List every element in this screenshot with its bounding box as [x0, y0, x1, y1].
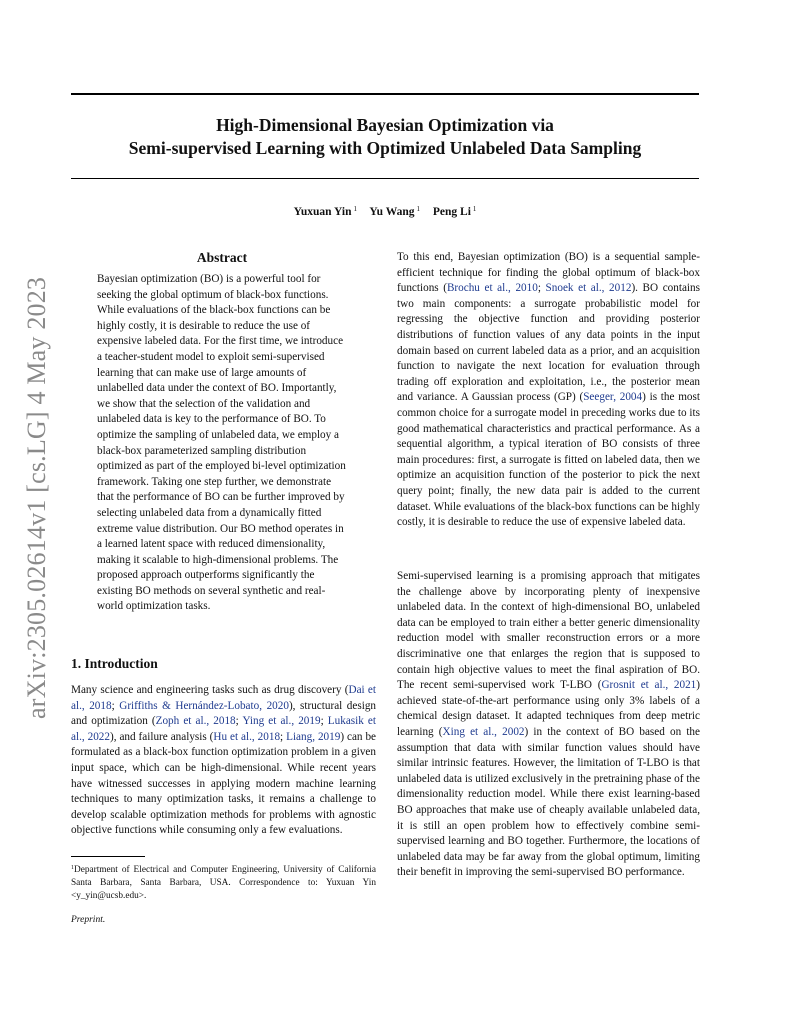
title-bottom-rule [71, 178, 699, 179]
citation-link[interactable]: Snoek et al., 2012 [545, 282, 632, 295]
citation-link[interactable]: Dai et al., 2018 [71, 684, 376, 712]
title-top-rule [71, 93, 699, 95]
citation-link[interactable]: Ying et al., 2019 [242, 715, 321, 728]
title-line-1: High-Dimensional Bayesian Optimization via [216, 115, 554, 135]
author-name: Yu Wang [369, 206, 415, 218]
right-column-paragraph-1 [397, 250, 700, 531]
citation-link[interactable]: Brochu et al., 2010 [446, 282, 538, 295]
paragraph-text: ) achieved state-of-the-art performance using only 3% labels of a chemical design dataset. It adapted techniques from deep metric learning ( [397, 679, 701, 738]
paragraph-text: To this end, Bayesian optimization (BO) is a sequential sample-efficient technique for finding the global optimum of black-box functions ( [397, 251, 700, 295]
footnote-text: Department of Electrical and Computer Engineering, University of California Santa Barbara, Santa Barbara, USA. Correspondence to: Yuxuan Yin <y_yin@ucsb.edu>. [71, 865, 376, 901]
citation-link[interactable]: Liang, 2019 [286, 730, 341, 743]
author-name: Peng Li [432, 206, 471, 218]
paragraph-text: ) is the most common choice for a surrogate model in preceding works due to its good mathematical characteristics and practical performance. As a sequential algorithm, a typical iteration of BO consists of three main procedures: first, a surrogate is fitted on labeled data, then we optimize an acquisition function of the posterior to pick the next query point; finally, the new data pair is added to the current dataset. While evaluations of the black-box functions can be highly costly, it is desirable to reduce the use of expensive labeled data. [397, 391, 700, 529]
citation-link[interactable]: Xing et al., 2002 [442, 725, 525, 738]
introduction-heading: 1. Introduction [71, 656, 158, 671]
arxiv-identifier: arXiv:2305.02614v1 [cs.LG] 4 May 2023 [22, 276, 51, 719]
paragraph-text: ; [235, 715, 243, 728]
paragraph-text: ) can be formulated as a black-box function optimization problem in a given input space, which can be high-dimensional. While recent years have witnessed successes in applying modern machine learning techniques to many optimization tasks, it remains a challenge to develop scalable optimization methods for problems with agnostic objective functions while consuming only a few evaluations. [71, 730, 377, 837]
title-line-2: Semi-supervised Learning with Optimized Unlabeled Data Sampling [128, 138, 642, 158]
footnote-mark: 1 [71, 865, 74, 871]
paragraph-text: Many science and engineering tasks such as drug discovery ( [71, 684, 349, 696]
citation-link[interactable]: Seeger, 2004 [583, 391, 643, 404]
arxiv-sidebar [22, 269, 52, 719]
footnote-rule [71, 856, 145, 857]
author-affiliation: 1 [472, 205, 477, 213]
paragraph-text: ; [537, 282, 546, 295]
paragraph-text: ), and failure analysis ( [110, 730, 214, 743]
citation-link[interactable]: Lukasik et al., 2022 [71, 715, 377, 743]
paragraph-text: ) in the context of BO based on the assumption that data with similar function values should have similar intrinsic features. However, the limitation of T-LBO is that unlabeled data is utilized exclusively in the pretraining phase of the dimensionality reduction model. While there exist learning-based BO approaches that make use of cheaply available unlabeled data, it is still an open problem how to effectively combine semi-supervised learning and BO together. Furthermore, the locations of unlabeled data may be far away from the global optimum, limiting their benefit in improving the semi-supervised BO performance. [397, 725, 700, 879]
citation-link[interactable]: Zoph et al., 2018 [155, 715, 236, 728]
paper-title [71, 114, 699, 160]
paragraph-text: ), structural design and optimization ( [71, 699, 377, 728]
paragraph-text: ; [111, 699, 120, 712]
paragraph-text: ; [280, 730, 287, 743]
citation-link[interactable]: Griffiths & Hernández-Lobato, 2020 [119, 699, 289, 712]
author-affiliation: 1 [416, 205, 420, 213]
author-affiliation: 1 [353, 205, 357, 213]
citation-link[interactable]: Hu et al., 2018 [213, 730, 281, 743]
paragraph-text: ). BO contains two main components: a surrogate probabilistic model for regressing the objective function and providing posterior distributions of function values of any data points in the input domain based on current labeled data as a prior, and an acquisition function to navigate the next location for evaluation through trading off exploration and exploitation, i.e., the posterior mean and variance. A Gaussian process (GP) ( [397, 282, 700, 404]
citation-link[interactable]: Grosnit et al., 2021 [601, 679, 697, 692]
affiliation-footnote [71, 862, 376, 903]
abstract-text: Bayesian optimization (BO) is a powerful tool for seeking the global optimum of black-box functions. While evaluations of the black-box functions can be highly costly, it is desirable to reduce the use of expensive labeled data. For the first time, we introduce a teacher-student model to exploit semi-supervised learning that can make use of large amounts of unlabelled data under the context of BO. Importantly, we show that the selection of the validation and unlabeled data is key to the performance of BO. To optimize the sampling of unlabeled data, we employ a black-box parameterized sampling distribution optimized as part of the employed bi-level optimization framework. Taking one step further, we demonstrate that the performance of BO can be further improved by selecting unlabeled data from a dynamically fitted extreme value distribution. Our BO method operates in a learned latent space with reduced dimensionality, making it scalable to high-dimensional problems. The proposed approach outperforms significantly the existing BO methods on several synthetic and real-world optimization tasks. [97, 273, 346, 613]
author-list [71, 205, 699, 218]
abstract-heading: Abstract [196, 250, 248, 265]
author-name: Yuxuan Yin [293, 206, 352, 218]
preprint-label: Preprint. [71, 915, 106, 925]
paragraph-text: ; [320, 715, 328, 728]
introduction-paragraph [71, 683, 376, 839]
paragraph-text: Semi-supervised learning is a promising approach that mitigates the challenge above by incorporating plenty of inexpensive unlabeled data. In the context of high-dimensional BO, unlabeled data can be employed to train either a better generic dimensionality reduction model with smaller reconstruction errors or a more discriminative one that enlarges the region that is supposed to contain high objective values to meet the final aspiration of BO. The recent semi-supervised work T-LBO ( [397, 570, 700, 692]
right-column-paragraph-2 [397, 569, 700, 881]
